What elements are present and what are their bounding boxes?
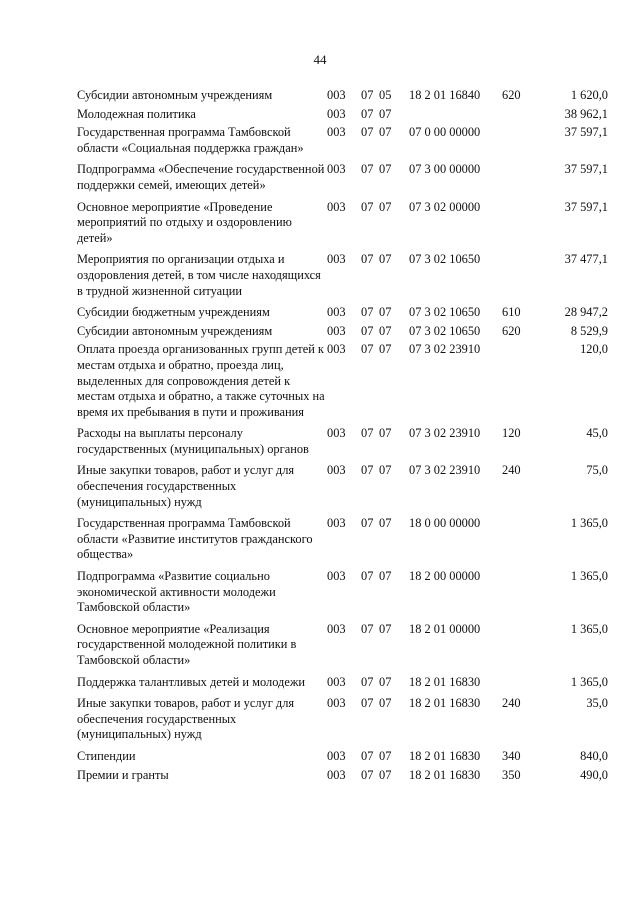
- row-amount: 35,0: [586, 696, 608, 711]
- row-subsection-code: 07: [379, 426, 392, 441]
- row-admin-code: 003: [327, 463, 346, 478]
- row-name: Расходы на выплаты персоналу государственных (муниципальных) органов: [77, 426, 309, 456]
- row-target-article: 18 2 01 16830: [409, 748, 481, 763]
- row-expense-type: 240: [502, 696, 521, 711]
- budget-table: [77, 88, 608, 786]
- row-name: Поддержка талантливых детей и молодежи: [77, 674, 306, 689]
- row-subsection-code: 07: [379, 342, 392, 357]
- row-expense-type: [502, 675, 536, 697]
- table-row: [77, 125, 608, 162]
- row-subsection-code: 07: [379, 106, 392, 121]
- row-admin-code: 003: [327, 696, 346, 711]
- row-section-code: 07: [361, 88, 374, 102]
- row-admin-code: 003: [327, 516, 346, 531]
- row-expense-type: 340: [502, 748, 521, 763]
- row-expense-type: [502, 622, 536, 675]
- row-amount: 8 529,9: [570, 323, 608, 338]
- row-section-code: 07: [361, 305, 374, 320]
- row-target-article: 18 2 01 16830: [409, 767, 481, 782]
- row-target-article: 07 3 00 00000: [409, 162, 481, 177]
- row-subsection-code: 07: [379, 674, 392, 689]
- row-amount: 38 962,1: [564, 106, 608, 121]
- row-admin-code: 003: [327, 162, 346, 177]
- row-subsection-code: 07: [379, 199, 392, 214]
- row-amount: 1 620,0: [570, 88, 608, 102]
- row-amount: 1 365,0: [570, 674, 608, 689]
- row-expense-type: [502, 516, 536, 569]
- row-expense-type: [502, 342, 536, 426]
- row-section-code: 07: [361, 748, 374, 763]
- row-name: Государственная программа Тамбовской области «Развитие институтов гражданского общества»: [77, 516, 313, 562]
- row-name: Подпрограмма «Обеспечение государственной поддержки семей, имеющих детей»: [77, 162, 325, 192]
- row-section-code: 07: [361, 106, 374, 121]
- row-name: Мероприятия по организации отдыха и оздоровления детей, в том числе находящихся в трудной жизненной ситуации: [77, 252, 321, 298]
- row-section-code: 07: [361, 342, 374, 357]
- row-amount: 75,0: [586, 463, 608, 478]
- row-admin-code: 003: [327, 305, 346, 320]
- row-name: Иные закупки товаров, работ и услуг для обеспечения государственных (муниципальных) нужд: [77, 696, 295, 742]
- table-row: [77, 749, 608, 768]
- row-admin-code: 003: [327, 88, 346, 102]
- row-subsection-code: 07: [379, 696, 392, 711]
- row-amount: 490,0: [580, 767, 608, 782]
- row-section-code: 07: [361, 162, 374, 177]
- table-row: [77, 696, 608, 749]
- row-name: Субсидии автономным учреждениям: [77, 323, 273, 338]
- table-row: [77, 200, 608, 253]
- row-subsection-code: 07: [379, 621, 392, 636]
- table-row: [77, 463, 608, 516]
- row-amount: 37 597,1: [564, 125, 608, 140]
- row-name: Государственная программа Тамбовской области «Социальная поддержка граждан»: [77, 125, 304, 155]
- row-section-code: 07: [361, 199, 374, 214]
- row-admin-code: 003: [327, 323, 346, 338]
- row-subsection-code: 07: [379, 569, 392, 584]
- row-expense-type: [502, 162, 536, 199]
- row-target-article: 18 2 01 16830: [409, 696, 481, 711]
- row-target-article: 07 3 02 23910: [409, 463, 481, 478]
- row-admin-code: 003: [327, 621, 346, 636]
- table-row: [77, 305, 608, 324]
- row-subsection-code: 07: [379, 516, 392, 531]
- row-name: Субсидии автономным учреждениям: [77, 88, 273, 102]
- row-expense-type: [502, 252, 536, 305]
- row-section-code: 07: [361, 252, 374, 267]
- table-row: [77, 162, 608, 199]
- row-expense-type: 350: [502, 767, 521, 782]
- row-target-article: 07 3 02 10650: [409, 323, 481, 338]
- row-admin-code: 003: [327, 748, 346, 763]
- row-target-article: 07 3 02 10650: [409, 252, 481, 267]
- row-subsection-code: 07: [379, 252, 392, 267]
- row-amount: 840,0: [580, 748, 608, 763]
- row-admin-code: 003: [327, 674, 346, 689]
- row-section-code: 07: [361, 696, 374, 711]
- row-target-article: [409, 107, 502, 126]
- row-amount: 1 365,0: [570, 516, 608, 531]
- row-name: Основное мероприятие «Реализация государственной молодежной политики в Тамбовской области»: [77, 621, 297, 667]
- row-expense-type: 240: [502, 463, 521, 478]
- table-row: [77, 516, 608, 569]
- row-subsection-code: 07: [379, 125, 392, 140]
- row-expense-type: 120: [502, 426, 521, 441]
- row-target-article: 18 2 01 16830: [409, 674, 481, 689]
- row-subsection-code: 07: [379, 767, 392, 782]
- row-name: Стипендии: [77, 748, 136, 763]
- row-admin-code: 003: [327, 106, 346, 121]
- row-section-code: 07: [361, 767, 374, 782]
- row-name: Иные закупки товаров, работ и услуг для обеспечения государственных (муниципальных) нужд: [77, 463, 295, 509]
- row-amount: 1 365,0: [570, 621, 608, 636]
- row-amount: 37 597,1: [564, 162, 608, 177]
- table-row: [77, 324, 608, 343]
- table-row: [77, 768, 608, 787]
- page-number: 44: [313, 52, 327, 67]
- row-subsection-code: 07: [379, 305, 392, 320]
- row-target-article: 18 0 00 00000: [409, 516, 481, 531]
- row-subsection-code: 07: [379, 748, 392, 763]
- row-expense-type: [502, 107, 536, 126]
- row-target-article: 07 3 02 00000: [409, 199, 481, 214]
- row-target-article: 07 3 02 10650: [409, 305, 481, 320]
- table-row: [77, 252, 608, 305]
- row-amount: 28 947,2: [564, 305, 608, 320]
- table-row: [77, 622, 608, 675]
- row-amount: 1 365,0: [570, 569, 608, 584]
- row-amount: 45,0: [586, 426, 608, 441]
- row-section-code: 07: [361, 125, 374, 140]
- table-row: [77, 88, 608, 107]
- row-subsection-code: 07: [379, 162, 392, 177]
- row-amount: 37 477,1: [564, 252, 608, 267]
- row-target-article: 07 0 00 00000: [409, 125, 481, 140]
- row-admin-code: 003: [327, 767, 346, 782]
- row-admin-code: 003: [327, 252, 346, 267]
- row-admin-code: 003: [327, 426, 346, 441]
- row-name: Субсидии бюджетным учреждениям: [77, 305, 270, 320]
- row-amount: 120,0: [580, 342, 608, 357]
- table-row: [77, 107, 608, 126]
- table-row: [77, 342, 608, 426]
- row-target-article: 18 2 01 00000: [409, 621, 481, 636]
- table-row: [77, 569, 608, 622]
- row-admin-code: 003: [327, 199, 346, 214]
- row-subsection-code: 05: [379, 88, 392, 102]
- row-subsection-code: 07: [379, 463, 392, 478]
- row-section-code: 07: [361, 323, 374, 338]
- table-row: [77, 426, 608, 463]
- row-target-article: 07 3 02 23910: [409, 342, 481, 357]
- row-admin-code: 003: [327, 125, 346, 140]
- row-section-code: 07: [361, 621, 374, 636]
- table-row: [77, 675, 608, 697]
- row-section-code: 07: [361, 426, 374, 441]
- row-section-code: 07: [361, 569, 374, 584]
- row-amount: 37 597,1: [564, 199, 608, 214]
- row-admin-code: 003: [327, 569, 346, 584]
- row-target-article: 18 2 01 16840: [409, 88, 481, 102]
- row-expense-type: 620: [502, 323, 521, 338]
- row-expense-type: [502, 125, 536, 162]
- row-name: Премии и гранты: [77, 767, 169, 782]
- row-section-code: 07: [361, 463, 374, 478]
- row-expense-type: [502, 569, 536, 622]
- row-expense-type: [502, 200, 536, 253]
- row-section-code: 07: [361, 674, 374, 689]
- budget-table-body: [77, 88, 608, 786]
- row-target-article: 07 3 02 23910: [409, 426, 481, 441]
- row-name: Основное мероприятие «Проведение мероприятий по отдыху и оздоровлению детей»: [77, 199, 292, 245]
- row-name: Молодежная политика: [77, 106, 196, 121]
- row-name: Оплата проезда организованных групп детей к местам отдыха и обратно, проезда лиц, выделенных для сопровождения детей к местам отдыха и обратно, а также суточных на время их пребывания в пути и проживания: [77, 342, 325, 419]
- row-expense-type: 620: [502, 88, 521, 102]
- row-target-article: 18 2 00 00000: [409, 569, 481, 584]
- row-admin-code: 003: [327, 342, 346, 357]
- row-subsection-code: 07: [379, 323, 392, 338]
- row-name: Подпрограмма «Развитие социально экономической активности молодежи Тамбовской области»: [77, 569, 276, 615]
- row-expense-type: 610: [502, 305, 521, 320]
- row-section-code: 07: [361, 516, 374, 531]
